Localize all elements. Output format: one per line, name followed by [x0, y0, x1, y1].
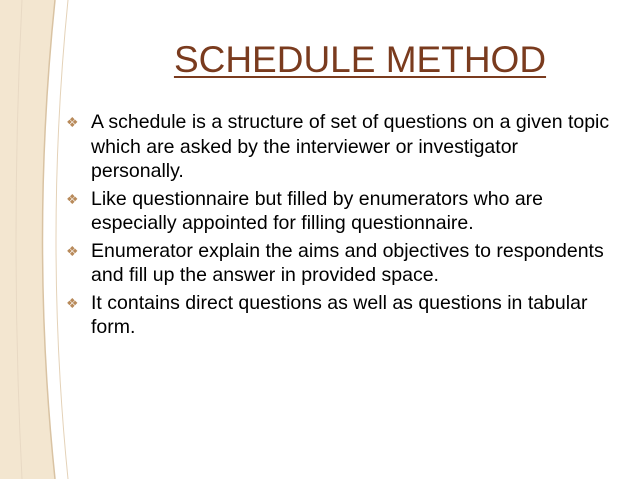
bullet-item: [66, 291, 614, 340]
bullet-text: It contains direct questions as well as questions in tabular form.: [91, 291, 588, 338]
bullet-diamond-icon: ❖: [66, 242, 79, 259]
bullet-diamond-icon: ❖: [66, 294, 79, 311]
bullet-item: [66, 187, 614, 236]
bullet-text: Like questionnaire but filled by enumerators who are especially appointed for filling questionnaire.: [91, 187, 544, 234]
decorative-fill: [0, 0, 55, 479]
slide-title: SCHEDULE METHOD: [173, 39, 547, 80]
bullet-list: [66, 110, 614, 343]
bullet-diamond-icon: ❖: [66, 190, 79, 207]
bullet-diamond-icon: ❖: [66, 114, 79, 130]
bullet-item: [66, 239, 614, 288]
bullet-item: [66, 110, 614, 184]
bullet-text: Enumerator explain the aims and objectives to respondents and fill up the answer in provided space.: [91, 239, 604, 286]
bullet-text: A schedule is a structure of set of questions on a given topic which are asked by the interviewer or investigator personally.: [91, 111, 610, 182]
